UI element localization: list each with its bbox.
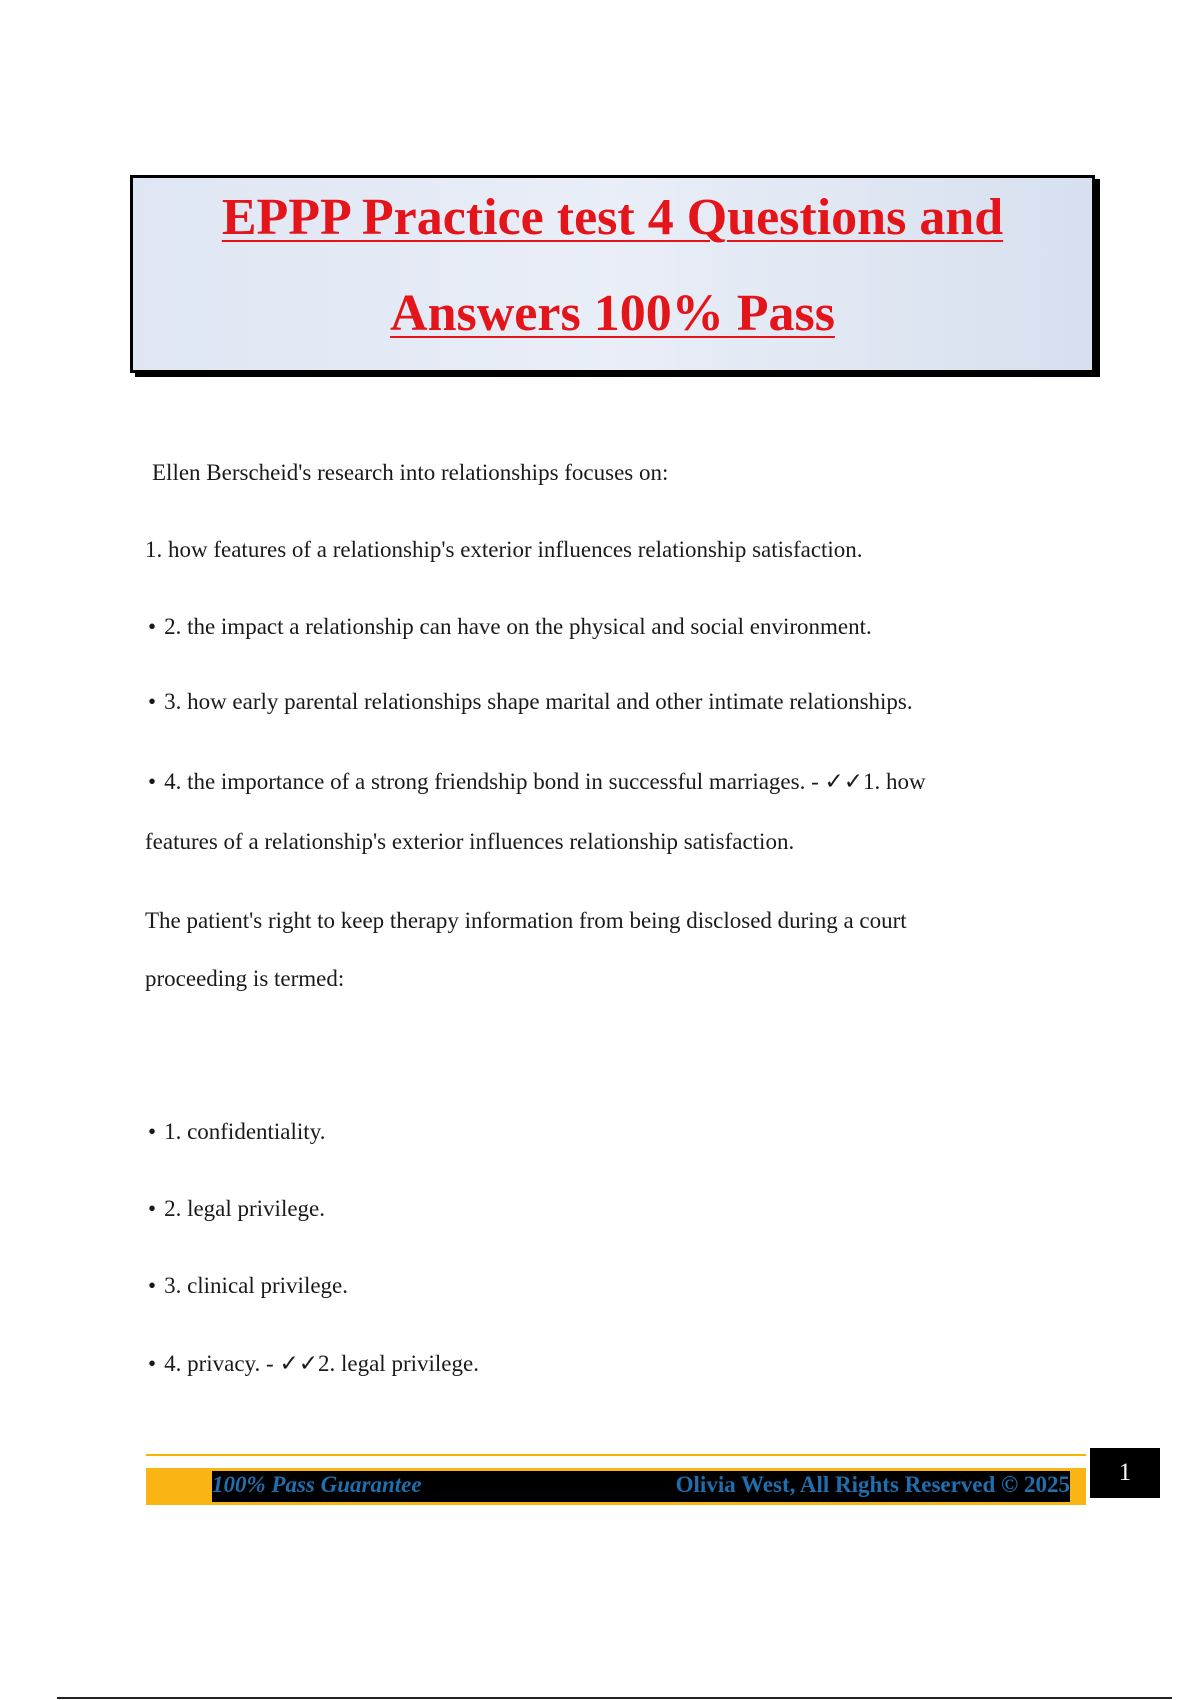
page-number: 1 xyxy=(1090,1448,1160,1498)
question-1-option-3: • 3. how early parental relationships shape marital and other intimate relationships. xyxy=(148,689,913,715)
question-2-option-4 xyxy=(148,1351,479,1377)
title-line-1: EPPP Practice test 4 Questions and xyxy=(221,189,1004,246)
question-2-prompt-line-1: The patient's right to keep therapy information from being disclosed during a court xyxy=(145,908,907,933)
question-1-prompt: Ellen Berscheid's research into relationships focuses on: xyxy=(152,460,669,485)
title-box xyxy=(130,175,1095,373)
answer-check-icon: ✓✓ xyxy=(279,1351,318,1377)
footer-rule xyxy=(146,1454,1086,1456)
bottom-rule xyxy=(57,1697,1172,1699)
question-1-answer-continued: features of a relationship's exterior influences relationship satisfaction. xyxy=(145,829,795,854)
question-1-answer-start: 1. how xyxy=(863,769,926,794)
question-2-option-3: • 3. clinical privilege. xyxy=(148,1273,348,1299)
question-1-option-1: 1. how features of a relationship's exterior influences relationship satisfaction. xyxy=(145,537,863,562)
footer-copyright: Olivia West, All Rights Reserved © 2025 xyxy=(675,1472,1070,1497)
question-2-option-2: • 2. legal privilege. xyxy=(148,1196,325,1222)
question-2-answer: 2. legal privilege. xyxy=(318,1351,479,1376)
question-1-option-2: • 2. the impact a relationship can have on the physical and social environment. xyxy=(148,614,872,640)
question-2-prompt-line-2: proceeding is termed: xyxy=(145,966,345,991)
question-1-option-4 xyxy=(148,769,926,795)
question-2-option-1: • 1. confidentiality. xyxy=(148,1119,325,1145)
question-1-option-4-text: 4. the importance of a strong friendship bond in successful marriages. - xyxy=(164,769,825,794)
footer-guarantee: 100% Pass Guarantee xyxy=(212,1472,422,1497)
title-line-2: Answers 100% Pass xyxy=(390,285,835,342)
question-2-option-4-text: 4. privacy. - xyxy=(164,1351,280,1376)
answer-check-icon: ✓✓ xyxy=(824,769,864,795)
